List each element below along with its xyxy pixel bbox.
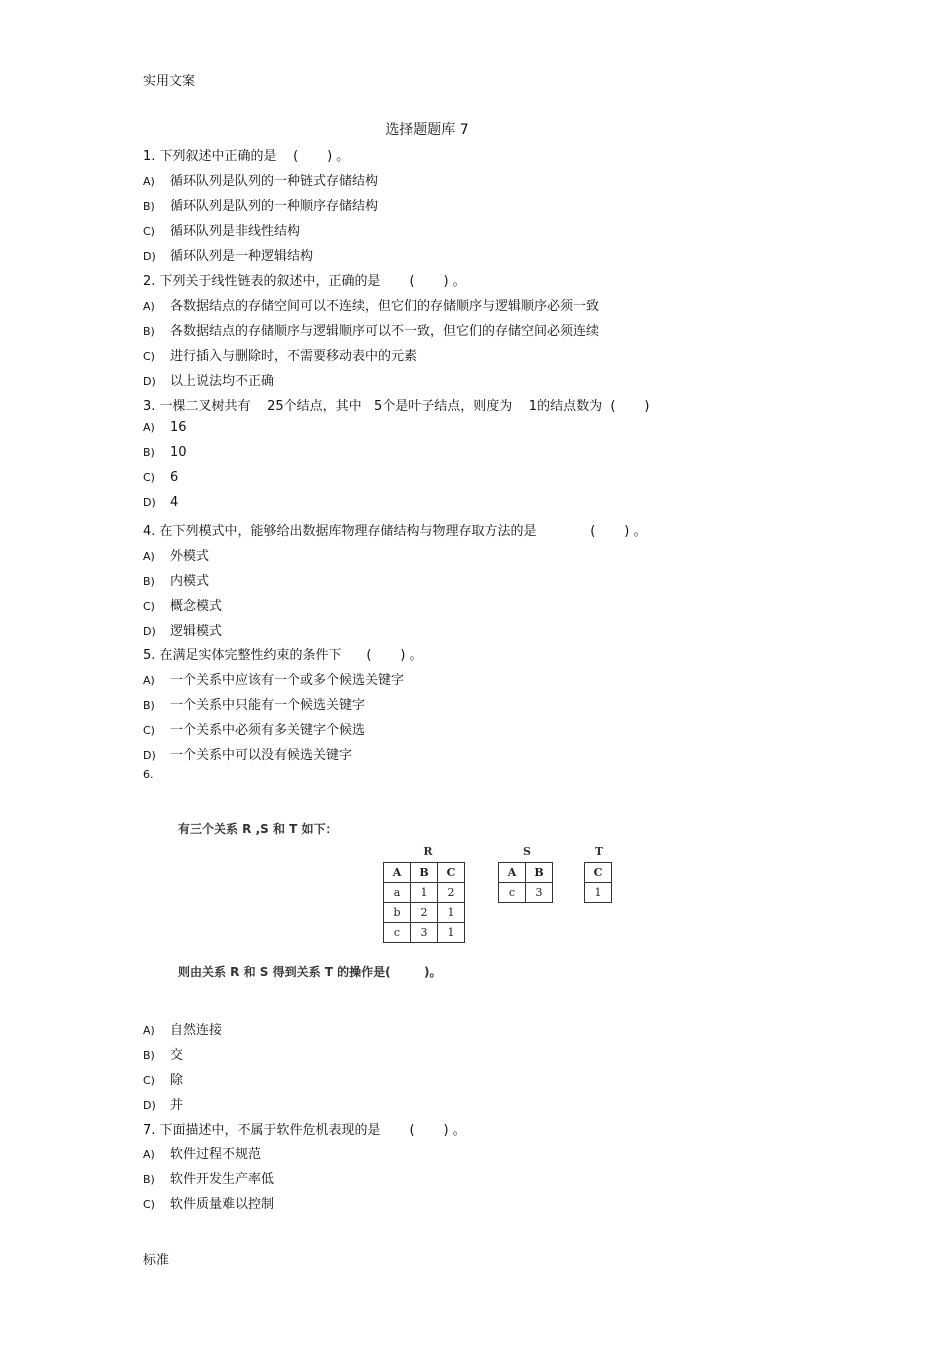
option-text: 16: [170, 420, 187, 435]
answer-option: [143, 1193, 274, 1212]
figure-intro-text: 有三个关系 R ,S 和 T 如下：: [178, 822, 338, 836]
option-text: 并: [170, 1098, 184, 1113]
table-cell: a: [384, 883, 411, 903]
question-stem: 3. 一棵二叉树共有 25个结点，其中 5个是叶子结点，则度为 1的结点数为 ( ): [143, 399, 650, 414]
table-cell: 3: [526, 883, 553, 903]
answer-option: [143, 1069, 183, 1088]
option-text: 外模式: [170, 549, 210, 564]
option-letter: C): [143, 471, 155, 484]
option-text: 4: [170, 495, 179, 510]
answer-option: [143, 620, 222, 639]
option-letter: A): [143, 300, 155, 313]
option-text: 6: [170, 470, 179, 485]
option-text: 逻辑模式: [170, 624, 223, 639]
option-letter: B): [143, 575, 155, 588]
option-letter: C): [143, 724, 155, 737]
option-letter: C): [143, 1198, 155, 1211]
answer-option: [143, 694, 365, 713]
option-letter: D): [143, 250, 156, 263]
table-header-row: [499, 863, 553, 883]
answer-option: [143, 295, 599, 314]
option-letter: C): [143, 225, 155, 238]
option-text: 各数据结点的存储空间可以不连续，但它们的存储顺序与逻辑顺序必须一致: [170, 299, 600, 314]
option-text: 软件开发生产率低: [170, 1172, 275, 1187]
question-stem: 4. 在下列模式中，能够给出数据库物理存储结构与物理存取方法的是 ( ) 。: [143, 524, 647, 539]
option-text: 各数据结点的存储顺序与逻辑顺序可以不一致，但它们的存储空间必须连续: [170, 324, 600, 339]
option-letter: B): [143, 200, 155, 213]
table-cell: 1: [585, 883, 612, 903]
answer-option: [143, 320, 599, 339]
option-text: 进行插入与删除时，不需要移动表中的元素: [170, 349, 418, 364]
option-letter: A): [143, 1024, 155, 1037]
page-footer: 标准: [143, 1253, 170, 1268]
relation-s-table: [498, 862, 553, 903]
table-cell: B: [411, 863, 438, 883]
table-row: [384, 883, 465, 903]
option-text: 循环队列是非线性结构: [170, 224, 301, 239]
answer-option: [143, 495, 178, 510]
option-text: 内模式: [170, 574, 210, 589]
option-text: 一个关系中可以没有候选关键字: [170, 748, 353, 763]
table-cell: 1: [411, 883, 438, 903]
answer-option: [143, 470, 178, 485]
table-cell: A: [499, 863, 526, 883]
table-cell: 1: [438, 903, 465, 923]
answer-option: [143, 420, 187, 435]
option-text: 一个关系中必须有多关键字个候选: [170, 723, 366, 738]
question-stem: 7. 下面描述中，不属于软件危机表现的是 ( ) 。: [143, 1123, 466, 1138]
option-letter: D): [143, 375, 156, 388]
option-letter: C): [143, 350, 155, 363]
table-cell: c: [499, 883, 526, 903]
option-text: 10: [170, 445, 187, 460]
answer-option: [143, 1143, 261, 1162]
option-letter: A): [143, 550, 155, 563]
option-text: 概念模式: [170, 599, 223, 614]
option-text: 软件过程不规范: [170, 1147, 262, 1162]
option-letter: B): [143, 699, 155, 712]
table-row: [499, 883, 553, 903]
option-letter: B): [143, 1049, 155, 1062]
table-cell: 1: [438, 923, 465, 943]
table-cell: B: [526, 863, 553, 883]
table-row: [384, 903, 465, 923]
option-text: 软件质量难以控制: [170, 1197, 275, 1212]
relations-figure: [170, 812, 650, 987]
answer-option: [143, 1019, 222, 1038]
answer-option: [143, 1094, 183, 1113]
option-text: 循环队列是一种逻辑结构: [170, 249, 314, 264]
option-letter: D): [143, 496, 156, 509]
option-letter: B): [143, 446, 155, 459]
table-cell: 2: [438, 883, 465, 903]
option-letter: C): [143, 600, 155, 613]
option-letter: A): [143, 674, 155, 687]
relation-r-table: [383, 862, 465, 943]
option-text: 循环队列是队列的一种链式存储结构: [170, 174, 379, 189]
table-cell: 3: [411, 923, 438, 943]
option-letter: A): [143, 421, 155, 434]
option-letter: A): [143, 1148, 155, 1161]
option-letter: B): [143, 1173, 155, 1186]
answer-option: [143, 719, 365, 738]
question-stem: 2. 下列关于线性链表的叙述中，正确的是 ( ) 。: [143, 274, 466, 289]
option-text: 一个关系中应该有一个或多个候选关键字: [170, 673, 405, 688]
option-text: 除: [170, 1073, 184, 1088]
table-cell: 2: [411, 903, 438, 923]
question-stem: 6.: [143, 768, 154, 781]
relation-s-name: S: [523, 845, 531, 858]
option-letter: A): [143, 175, 155, 188]
option-letter: C): [143, 1074, 155, 1087]
option-letter: D): [143, 749, 156, 762]
page-title: 选择题题库 7: [385, 122, 469, 138]
answer-option: [143, 595, 222, 614]
option-text: 循环队列是队列的一种顺序存储结构: [170, 199, 379, 214]
table-row: [384, 923, 465, 943]
answer-option: [143, 345, 417, 364]
answer-option: [143, 445, 187, 460]
relation-t-table: [584, 862, 612, 903]
option-letter: D): [143, 625, 156, 638]
page-header: 实用文案: [143, 74, 196, 89]
question-stem: 1. 下列叙述中正确的是 ( ) 。: [143, 149, 350, 164]
question-stem: 5. 在满足实体完整性约束的条件下 ( ) 。: [143, 648, 423, 663]
option-text: 一个关系中只能有一个候选关键字: [170, 698, 366, 713]
option-letter: D): [143, 1099, 156, 1112]
table-header-row: [384, 863, 465, 883]
relation-t-name: T: [594, 845, 604, 858]
answer-option: [143, 170, 378, 189]
figure-question-text: 则由关系 R 和 S 得到关系 T 的操作是( )。: [178, 965, 442, 979]
answer-option: [143, 1044, 183, 1063]
table-header-row: [585, 863, 612, 883]
table-cell: b: [384, 903, 411, 923]
option-text: 以上说法均不正确: [170, 374, 275, 389]
answer-option: [143, 669, 404, 688]
answer-option: [143, 220, 300, 239]
table-row: [585, 883, 612, 903]
table-cell: c: [384, 923, 411, 943]
table-cell: C: [585, 863, 612, 883]
answer-option: [143, 744, 352, 763]
answer-option: [143, 195, 378, 214]
table-cell: A: [384, 863, 411, 883]
answer-option: [143, 1168, 274, 1187]
answer-option: [143, 570, 209, 589]
answer-option: [143, 545, 209, 564]
option-letter: B): [143, 325, 155, 338]
table-cell: C: [438, 863, 465, 883]
relation-r-name: R: [423, 845, 433, 858]
answer-option: [143, 370, 274, 389]
option-text: 交: [170, 1048, 184, 1063]
option-text: 自然连接: [170, 1023, 223, 1038]
answer-option: [143, 245, 313, 264]
